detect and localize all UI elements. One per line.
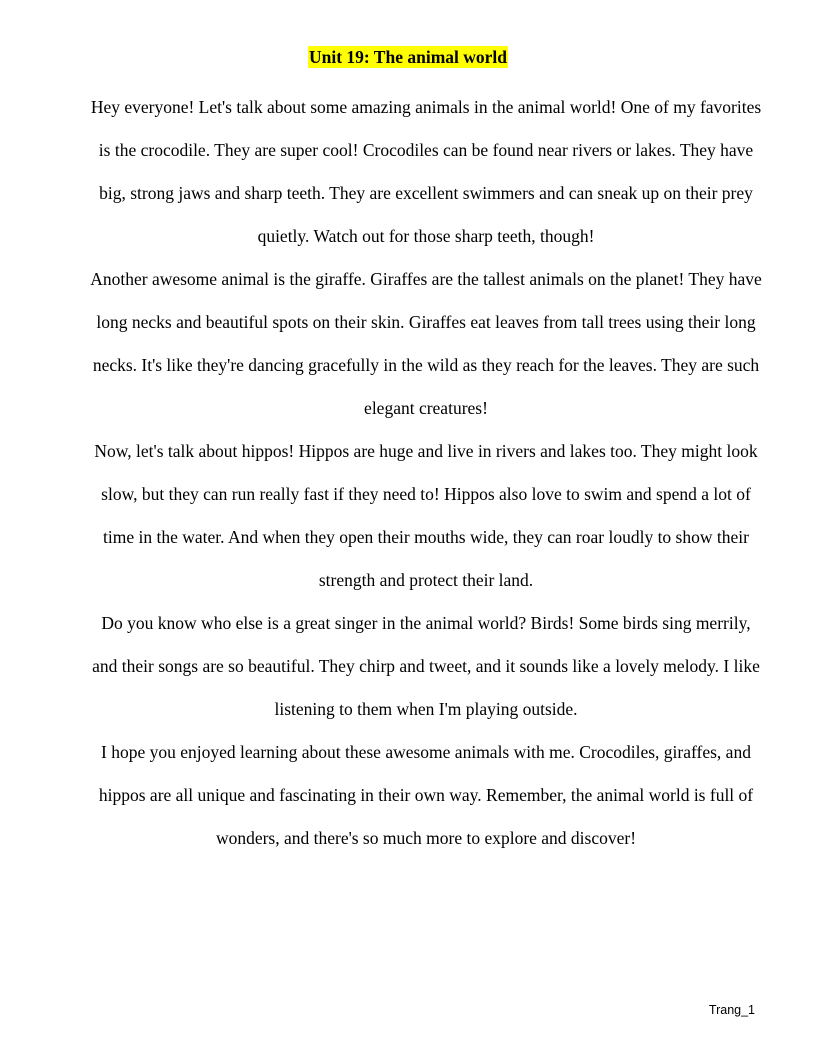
- paragraph-hippo: Now, let's talk about hippos! Hippos are huge and live in rivers and lakes too. They might look slow, but they can run really fast if they need to! Hippos also love to swim and spend a lot of time in the water. And when they open their mouths wide, they can roar loudly to show their strength and protect their land.: [94, 441, 758, 590]
- document-body: [90, 86, 762, 860]
- paragraph-crocodile: Hey everyone! Let's talk about some amazing animals in the animal world! One of my favorites is the crocodile. They are super cool! Crocodiles can be found near rivers or lakes. They have big, strong jaws and sharp teeth. They are excellent swimmers and can sneak up on their prey quietly. Watch out for those sharp teeth, though!: [90, 97, 762, 246]
- page-footer-label: Trang_1: [708, 1003, 755, 1017]
- paragraph-birds: Do you know who else is a great singer in the animal world? Birds! Some birds sing merrily, and their songs are so beautiful. They chirp and tweet, and it sounds like a lovely melody. I like listening to them when I'm playing outside.: [92, 613, 760, 719]
- title-container: [0, 46, 816, 68]
- page-title: Unit 19: The animal world: [308, 47, 508, 67]
- paragraph-giraffe: Another awesome animal is the giraffe. Giraffes are the tallest animals on the planet! They have long necks and beautiful spots on their skin. Giraffes eat leaves from tall trees using their long necks. It's like they're dancing gracefully in the wild as they reach for the leaves. They are such elegant creatures!: [90, 269, 762, 418]
- paragraph-conclusion: I hope you enjoyed learning about these awesome animals with me. Crocodiles, giraffes, and hippos are all unique and fascinating in their own way. Remember, the animal world is full of wonders, and there's so much more to explore and discover!: [98, 742, 754, 848]
